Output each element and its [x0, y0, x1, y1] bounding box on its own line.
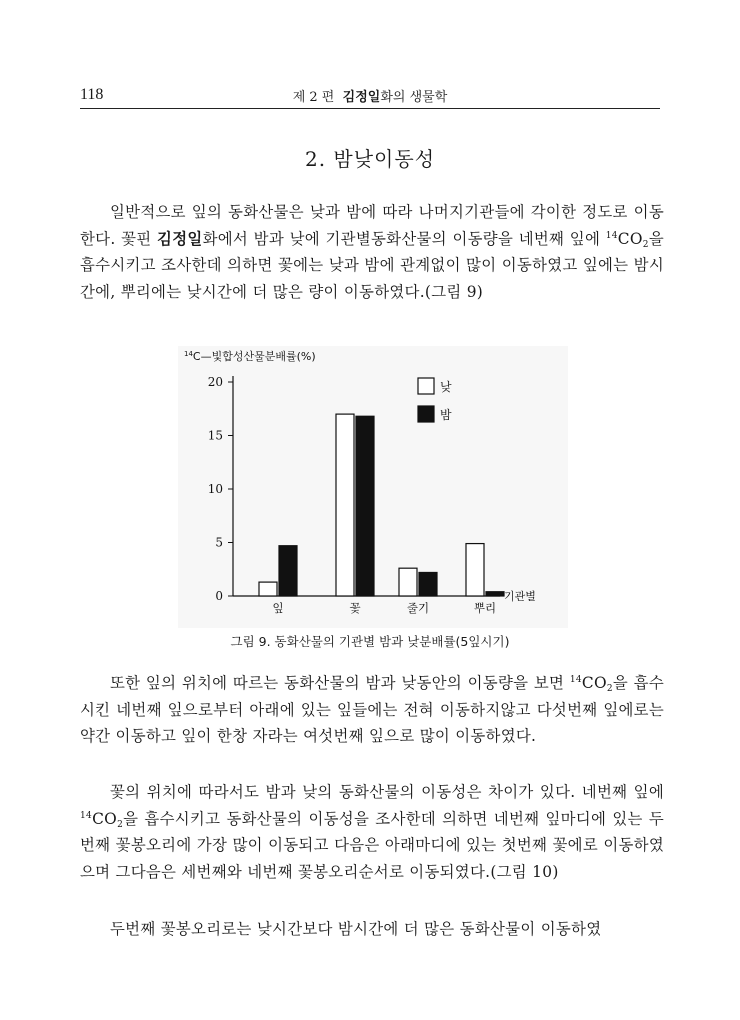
legend-label-day: 낮: [440, 380, 452, 394]
bar-day-4: [466, 544, 484, 596]
running-head-bold-name: 김정일: [342, 90, 381, 105]
part-label: 제 2 편: [292, 90, 335, 105]
p3-isotope: 14: [80, 810, 93, 821]
p1-text-b: 화에서 밤과 낮에 기관별동화산물의 이동량을 네번째 잎에: [202, 229, 606, 248]
y-axis-title-text: C—빛합성산물분배률(%): [192, 350, 316, 363]
p2-sub: 2: [606, 684, 613, 694]
bar-night-1: [279, 546, 297, 596]
p4-text-a: 두번째 꽃봉오리로는 낮시간보다 밤시간에 더 많은 동화산물이 이동하였: [110, 920, 602, 938]
bar-chart: [178, 346, 568, 628]
figure-9-chart: [178, 346, 568, 628]
legend-label-night: 밤: [440, 408, 452, 422]
figure-caption: 그림 9. 동화산물의 기관별 밤과 낮분배률(5잎시기): [230, 634, 510, 649]
p2-text-b: 을 흡수시킨 네번째 잎으로부터 아래에 있는 잎들에는 전혀 이동하지않고 다섯번째 잎에로는 약간 이동하고 잎이 한창 자라는 여섯번째 잎으로 많이 이동하였다.: [80, 674, 664, 745]
p3-sub: 2: [117, 819, 124, 830]
y-axis-title: [184, 349, 316, 363]
p1-sub: 2: [642, 239, 649, 250]
p2-text-a: 또한 잎의 위치에 따르는 동화산물의 밤과 낮동안의 이동량을 보면: [110, 674, 570, 692]
bar-night-2: [356, 416, 374, 596]
x-tick-label: 뿌리: [473, 601, 497, 615]
p2-isotope: 14: [569, 675, 582, 685]
running-head: [80, 86, 660, 105]
p1-bold-name: 김정일: [157, 229, 203, 248]
page-header: [80, 84, 660, 109]
y-tick-label: 10: [207, 482, 223, 496]
x-axis-title: 기관별: [504, 590, 536, 603]
y-tick-label: 20: [207, 375, 223, 389]
y-tick-label: 5: [215, 535, 223, 550]
bar-day-3: [399, 568, 417, 596]
legend-swatch-night: [418, 406, 434, 422]
paragraph-4: [80, 916, 664, 943]
p2-co: CO: [581, 674, 607, 692]
bar-night-3: [419, 572, 437, 596]
y-tick-label: 15: [207, 428, 223, 443]
bar-day-2: [336, 414, 354, 596]
running-head-rest: 화의 생물학: [380, 90, 448, 105]
p3-text-a: 꽃의 위치에 따라서도 밤과 낮의 동화산물의 이동성은 차이가 있다. 네번째 잎에: [110, 783, 664, 801]
p3-co: CO: [92, 809, 118, 828]
p1-text-c: 을 흡수시키고 조사한데 의하면 꽃에는 낮과 밤에 관계없이 많이 이동하였고 잎에는 밤시간에, 뿌리에는 낮시간에 더 많은 량이 이동하였다.(그림 9): [80, 229, 664, 301]
paragraph-1: [80, 199, 664, 305]
y-tick-label: 0: [215, 589, 223, 603]
bar-day-1: [259, 582, 277, 596]
p1-text-a: 일반적으로 잎의 동화산물은 낮과 밤에 따라 나머지기관들에 각이한 정도로 이동한다. 꽃핀: [80, 203, 664, 248]
paragraph-3: [80, 779, 664, 885]
section-title: 2. 밤낮이동성: [304, 147, 436, 171]
p3-text-b: 을 흡수시키고 동화산물의 이동성을 조사한데 의하면 네번째 잎마디에 있는 두번째 꽃봉오리에 가장 많이 이동되고 다음은 아래마디에 있는 첫번째 꽃에로 이동하였으며 그다음은 세번째와 네번째 꽃봉오리순서로 이동되였다.(그림 10): [80, 809, 664, 881]
p1-isotope: 14: [605, 230, 618, 241]
bar-night-4: [486, 592, 504, 596]
paragraph-2: [80, 670, 664, 750]
x-tick-label: 잎: [272, 601, 284, 615]
p1-co: CO: [617, 229, 643, 248]
y-axis-title-isotope: 14: [184, 350, 193, 358]
legend-swatch-day: [418, 378, 434, 394]
page-number: 118: [80, 86, 104, 103]
x-tick-label: 꽃: [349, 601, 361, 615]
x-tick-label: 줄기: [406, 601, 430, 615]
